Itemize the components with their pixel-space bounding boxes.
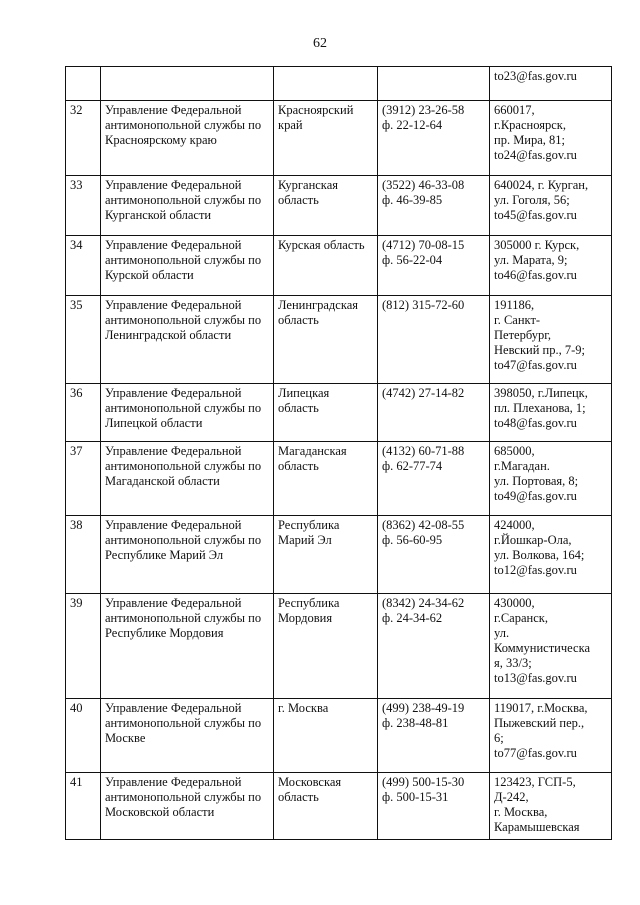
phone-fax: (499) 500-15-30 ф. 500-15-31 <box>378 773 490 840</box>
organization-name <box>101 67 274 101</box>
address-email: 123423, ГСП-5, Д-242, г. Москва, Карамышевская <box>490 773 612 840</box>
address-email: 191186, г. Санкт- Петербург, Невский пр., 7-9; to47@fas.gov.ru <box>490 296 612 384</box>
page-number: 62 <box>313 36 327 51</box>
organization-name: Управление Федеральной антимонопольной службы по Ленинградской области <box>101 296 274 384</box>
fas-directory-table <box>65 66 612 840</box>
address-email: 424000, г.Йошкар-Ола, ул. Волкова, 164; to12@fas.gov.ru <box>490 516 612 594</box>
region: г. Москва <box>274 699 378 773</box>
organization-name: Управление Федеральной антимонопольной службы по Республике Мордовия <box>101 594 274 699</box>
row-number: 37 <box>66 442 101 516</box>
row-number: 34 <box>66 236 101 296</box>
organization-name: Управление Федеральной антимонопольной службы по Республике Марий Эл <box>101 516 274 594</box>
region: Курганская область <box>274 176 378 236</box>
organization-name: Управление Федеральной антимонопольной службы по Красноярскому краю <box>101 101 274 176</box>
row-number: 36 <box>66 384 101 442</box>
address-email: 305000 г. Курск, ул. Марата, 9; to46@fas.gov.ru <box>490 236 612 296</box>
organization-name: Управление Федеральной антимонопольной службы по Магаданской области <box>101 442 274 516</box>
region: Красноярский край <box>274 101 378 176</box>
address-email: 119017, г.Москва, Пыжевский пер., 6; to77@fas.gov.ru <box>490 699 612 773</box>
table-row <box>66 773 612 840</box>
address-email: 640024, г. Курган, ул. Гоголя, 56; to45@fas.gov.ru <box>490 176 612 236</box>
phone-fax: (812) 315-72-60 <box>378 296 490 384</box>
address-email: 430000, г.Саранск, ул. Коммунистическа я, 33/3; to13@fas.gov.ru <box>490 594 612 699</box>
phone-fax: (8342) 24-34-62 ф. 24-34-62 <box>378 594 490 699</box>
row-number: 33 <box>66 176 101 236</box>
organization-name: Управление Федеральной антимонопольной службы по Московской области <box>101 773 274 840</box>
organization-name: Управление Федеральной антимонопольной службы по Липецкой области <box>101 384 274 442</box>
phone-fax: (499) 238-49-19 ф. 238-48-81 <box>378 699 490 773</box>
row-number: 39 <box>66 594 101 699</box>
phone-fax: (3522) 46-33-08 ф. 46-39-85 <box>378 176 490 236</box>
region: Ленинградская область <box>274 296 378 384</box>
organization-name: Управление Федеральной антимонопольной службы по Курганской области <box>101 176 274 236</box>
row-number: 38 <box>66 516 101 594</box>
region: Республика Марий Эл <box>274 516 378 594</box>
organization-name: Управление Федеральной антимонопольной службы по Курской области <box>101 236 274 296</box>
table-row <box>66 176 612 236</box>
region: Московская область <box>274 773 378 840</box>
table-row <box>66 594 612 699</box>
phone-fax: (3912) 23-26-58 ф. 22-12-64 <box>378 101 490 176</box>
row-number: 40 <box>66 699 101 773</box>
address-email: to23@fas.gov.ru <box>490 67 612 101</box>
row-number: 35 <box>66 296 101 384</box>
row-number: 32 <box>66 101 101 176</box>
region: Магаданская область <box>274 442 378 516</box>
table-row <box>66 516 612 594</box>
table-row <box>66 67 612 101</box>
phone-fax: (4742) 27-14-82 <box>378 384 490 442</box>
region: Республика Мордовия <box>274 594 378 699</box>
organization-name: Управление Федеральной антимонопольной службы по Москве <box>101 699 274 773</box>
table-row <box>66 296 612 384</box>
region: Липецкая область <box>274 384 378 442</box>
phone-fax <box>378 67 490 101</box>
table-row <box>66 699 612 773</box>
table-row <box>66 384 612 442</box>
table-row <box>66 236 612 296</box>
phone-fax: (4132) 60-71-88 ф. 62-77-74 <box>378 442 490 516</box>
row-number <box>66 67 101 101</box>
phone-fax: (8362) 42-08-55 ф. 56-60-95 <box>378 516 490 594</box>
table-row <box>66 101 612 176</box>
row-number: 41 <box>66 773 101 840</box>
address-email: 398050, г.Липецк, пл. Плеханова, 1; to48@fas.gov.ru <box>490 384 612 442</box>
table-row <box>66 442 612 516</box>
phone-fax: (4712) 70-08-15 ф. 56-22-04 <box>378 236 490 296</box>
region <box>274 67 378 101</box>
region: Курская область <box>274 236 378 296</box>
address-email: 660017, г.Красноярск, пр. Мира, 81; to24@fas.gov.ru <box>490 101 612 176</box>
address-email: 685000, г.Магадан. ул. Портовая, 8; to49@fas.gov.ru <box>490 442 612 516</box>
